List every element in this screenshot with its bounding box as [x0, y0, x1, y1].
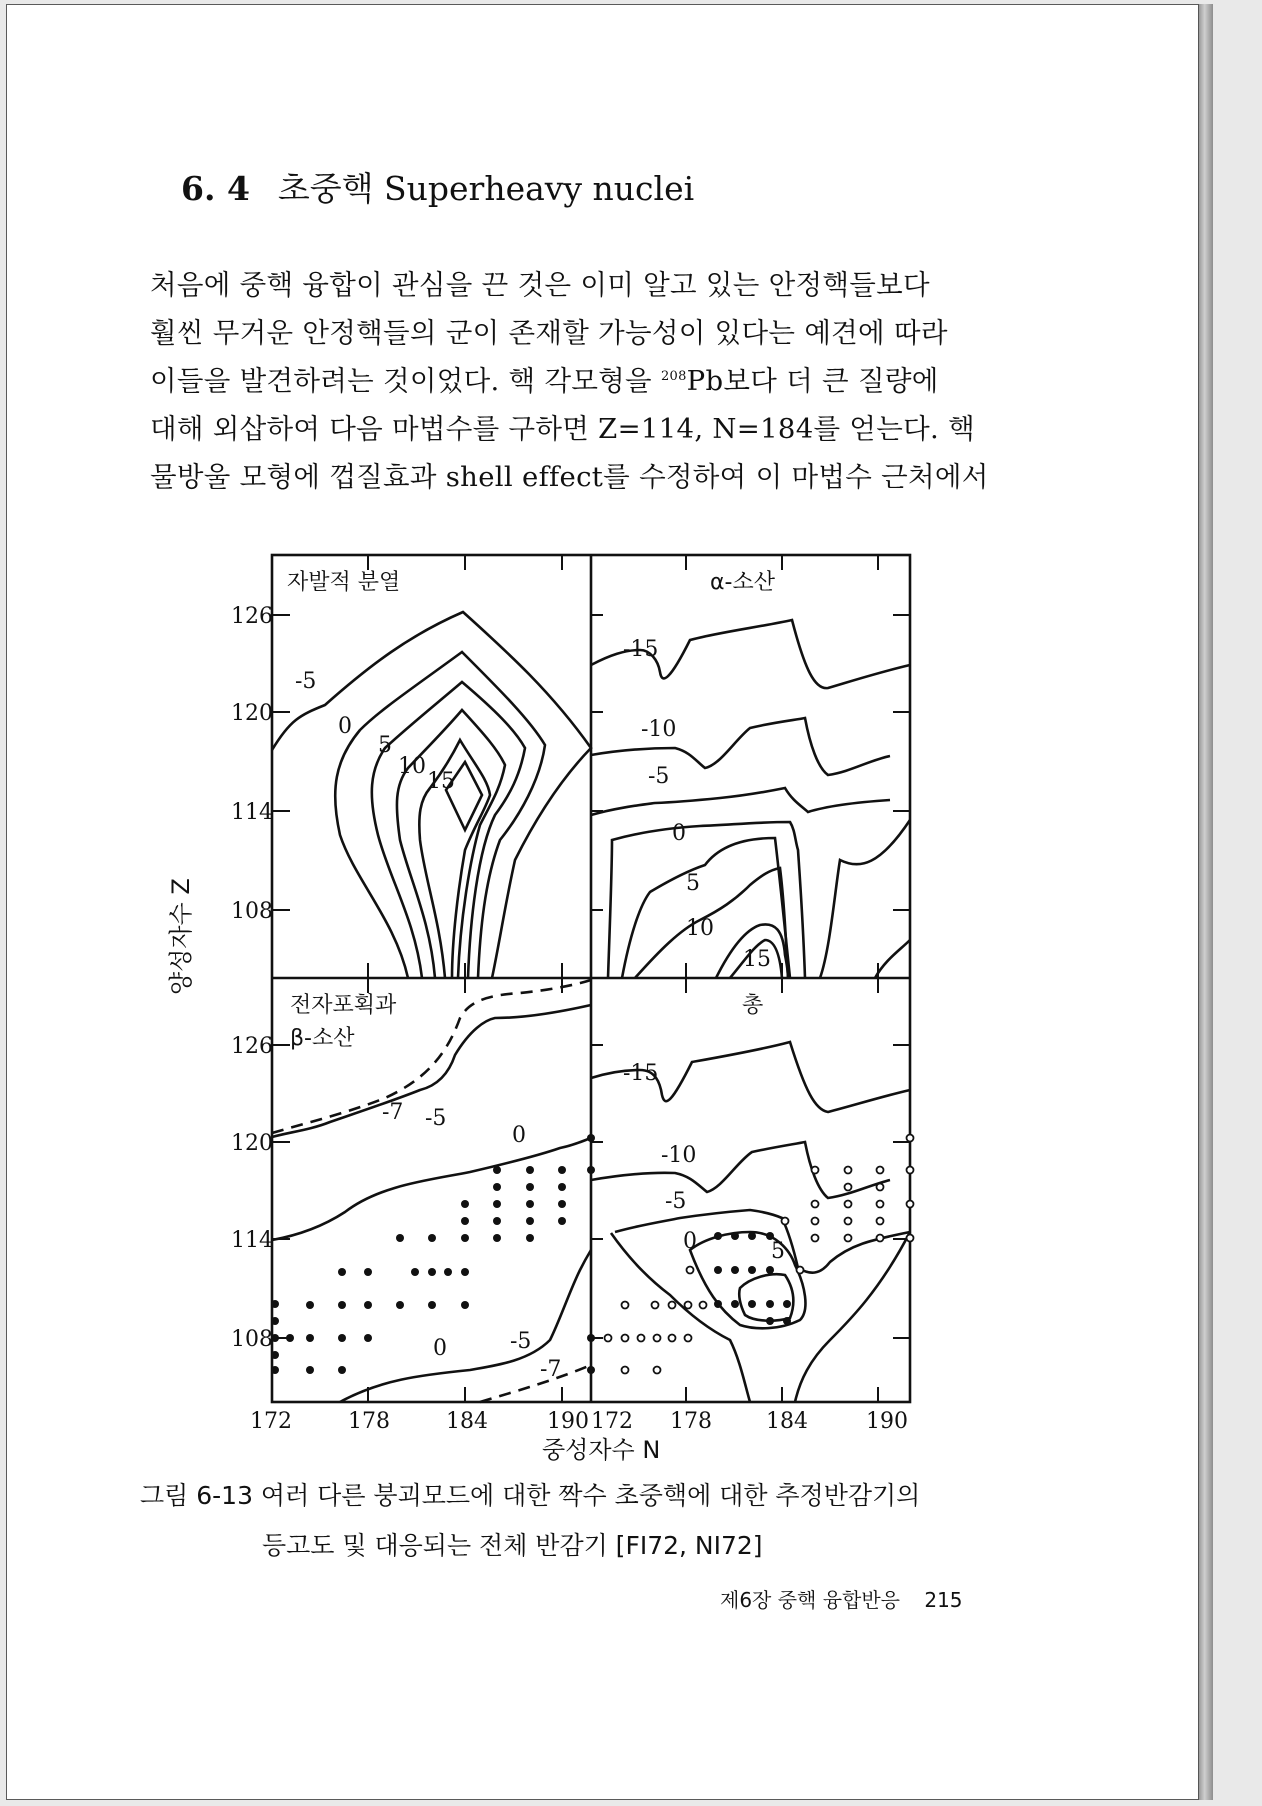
contour-label: -5 [425, 1106, 447, 1131]
contour-label: -5 [665, 1189, 687, 1214]
y-tick-label: 126 [231, 1034, 273, 1059]
alpha-contours [591, 620, 910, 978]
contour-label: -10 [661, 1143, 697, 1168]
contour-label: -10 [641, 717, 677, 742]
contour-label: 0 [672, 821, 686, 846]
contour-label: 15 [427, 769, 455, 794]
contour-label: -15 [623, 637, 659, 662]
running-footer [720, 1584, 963, 1613]
x-tick-label: 172 [250, 1409, 292, 1434]
x-tick-label: 190 [547, 1409, 589, 1434]
y-tick-label: 114 [231, 1228, 273, 1253]
panel-title-beta-1: 전자포획과 [290, 993, 397, 1018]
x-axis-label: 중성자수 N [542, 1436, 661, 1464]
panel-title-beta-2: β-소산 [290, 1026, 355, 1051]
y-tick-label: 120 [231, 1131, 273, 1156]
body-line-1: 처음에 중핵 융합이 관심을 끈 것은 이미 알고 있는 안정핵들보다 [150, 269, 930, 301]
section-number: 6. 4 [181, 169, 250, 208]
contour-label: 5 [771, 1239, 785, 1264]
panel-title-total: 총 [742, 993, 764, 1018]
figure-caption-line-2: 등고도 및 대응되는 전체 반감기 [FI72, NI72] [262, 1531, 763, 1560]
contour-label: 0 [338, 714, 352, 739]
contour-label: -5 [295, 669, 317, 694]
contour-label: 5 [686, 871, 700, 896]
body-line-2: 훨씬 무거운 안정핵들의 군이 존재할 가능성이 있다는 예견에 따라 [150, 317, 948, 349]
contour-label: 0 [433, 1336, 447, 1361]
figure-caption-line-1: 그림 6-13 여러 다른 붕괴모드에 대한 짝수 초중핵에 대한 추정반감기의 [140, 1481, 921, 1510]
panel-title-alpha: α-소산 [710, 570, 775, 595]
nuclei-dots-bottom-right-open [605, 1135, 914, 1374]
contour-label: 15 [743, 947, 771, 972]
x-tick-label: 172 [591, 1409, 633, 1434]
y-tick-label: 108 [231, 899, 273, 924]
x-tick-label: 184 [766, 1409, 808, 1434]
contour-label: 0 [683, 1229, 697, 1254]
y-tick-label: 114 [231, 800, 273, 825]
body-line-3a: 이들을 발견하려는 것이었다. 핵 각모형을 [150, 365, 661, 397]
y-tick-label: 126 [231, 604, 273, 629]
body-line-4: 대해 외삽하여 다음 마법수를 구하면 Z=114, N=184를 얻는다. 핵 [150, 413, 975, 445]
contour-label: 10 [686, 916, 714, 941]
y-tick-label: 120 [231, 701, 273, 726]
x-tick-label: 178 [670, 1409, 712, 1434]
contour-label: -7 [540, 1357, 562, 1382]
contour-label: -5 [648, 764, 670, 789]
contour-label: -5 [510, 1329, 532, 1354]
x-tick-label: 190 [866, 1409, 908, 1434]
contour-label: -7 [382, 1100, 404, 1125]
contour-label: 10 [398, 754, 426, 779]
contour-label: 5 [378, 733, 392, 758]
x-tick-label: 184 [446, 1409, 488, 1434]
contour-label: -15 [623, 1061, 659, 1086]
y-tick-label: 108 [231, 1327, 273, 1352]
footer-chapter: 제6장 중핵 융합반응 [720, 1588, 900, 1612]
y-axis-label: 양성자수 Z [167, 878, 195, 995]
fission-contours [272, 612, 591, 978]
panel-title-fission: 자발적 분열 [287, 570, 401, 595]
section-title: 초중핵 Superheavy nuclei [277, 169, 695, 208]
body-line-5: 물방울 모형에 껍질효과 shell effect를 수정하여 이 마법수 근처에서 [150, 461, 989, 493]
pb-mass-number: 208 [660, 368, 687, 384]
total-contours [591, 1042, 910, 1402]
page-number: 215 [924, 1588, 963, 1612]
body-line-3b: Pb보다 더 큰 질량에 [686, 365, 939, 397]
contour-label: 0 [512, 1123, 526, 1148]
x-tick-label: 178 [348, 1409, 390, 1434]
